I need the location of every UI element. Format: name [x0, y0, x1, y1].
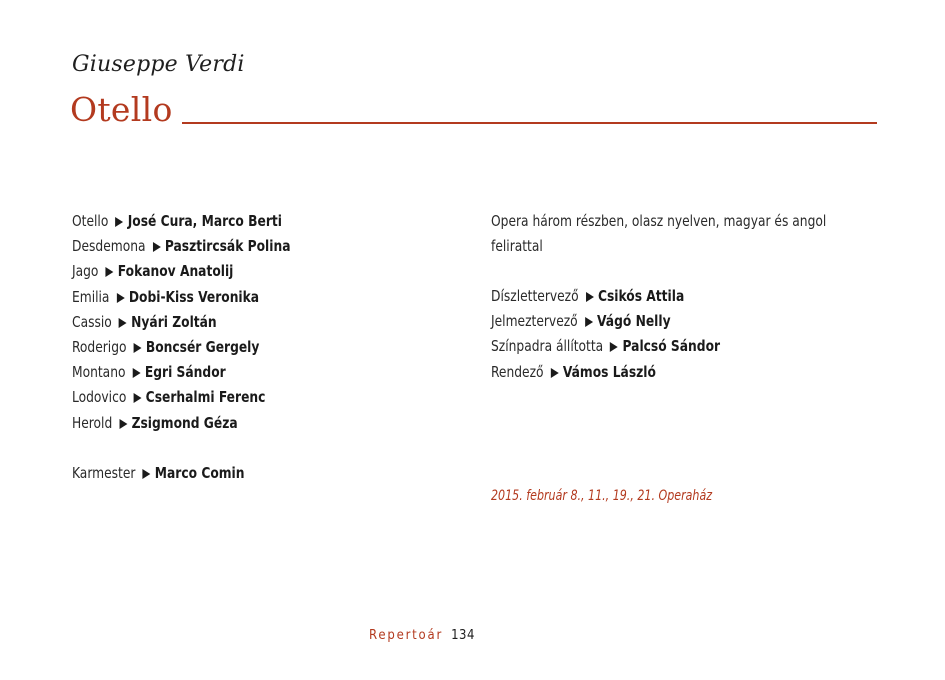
- cast-role: Herold: [72, 413, 113, 432]
- cast-row: [72, 234, 290, 259]
- triangle-right-icon: [115, 217, 123, 227]
- cast-row: [72, 285, 290, 310]
- triangle-right-icon: [134, 343, 142, 353]
- cast-performer: José Cura, Marco Berti: [127, 212, 282, 230]
- title-row: [70, 90, 877, 134]
- triangle-right-icon: [119, 419, 127, 429]
- description-line: [491, 234, 826, 259]
- crew-row: [491, 334, 720, 359]
- cast-row: [72, 411, 290, 436]
- cast-role: Montano: [72, 363, 126, 382]
- cast-performer: Egri Sándor: [144, 363, 226, 382]
- cast-performer: Nyári Zoltán: [131, 312, 217, 331]
- conductor-block: [72, 461, 268, 486]
- crew-role: Rendező: [491, 362, 544, 381]
- cast-row: [72, 259, 290, 284]
- cast-role: Cassio: [72, 312, 112, 331]
- description-line: [491, 209, 826, 234]
- description-text: felirattal: [491, 237, 543, 256]
- opera-title: Otello: [70, 90, 173, 129]
- conductor-role: Karmester: [72, 464, 136, 482]
- description-text: Opera három részben, olasz nyelven, magyar és angol: [491, 212, 827, 230]
- triangle-right-icon: [153, 242, 161, 252]
- cast-role: Lodovico: [72, 388, 127, 407]
- cast-row: [72, 360, 290, 385]
- conductor-name: Marco Comin: [154, 464, 245, 482]
- performance-dates: 2015. február 8., 11., 19., 21. Operaház: [491, 488, 713, 504]
- crew-role: Színpadra állította: [491, 337, 604, 356]
- cast-performer: Dobi-Kiss Veronika: [128, 287, 260, 306]
- cast-list: [72, 209, 320, 436]
- cast-performer: Cserhalmi Ferenc: [145, 388, 266, 407]
- crew-member: Vágó Nelly: [597, 312, 671, 331]
- triangle-right-icon: [133, 368, 141, 378]
- cast-row: [72, 310, 290, 335]
- page-footer: [369, 628, 475, 643]
- cast-performer: Fokanov Anatolij: [117, 262, 234, 281]
- cast-row: [72, 209, 290, 234]
- cast-performer: Pasztircsák Polina: [164, 237, 291, 256]
- opera-description: [491, 209, 872, 259]
- cast-role: Jago: [72, 262, 99, 281]
- crew-role: Díszlettervező: [491, 287, 579, 305]
- triangle-right-icon: [551, 368, 559, 378]
- cast-role: Desdemona: [72, 237, 146, 256]
- cast-role: Roderigo: [72, 337, 127, 356]
- cast-role: Emilia: [72, 287, 110, 306]
- triangle-right-icon: [105, 267, 113, 277]
- crew-row: [491, 284, 720, 309]
- triangle-right-icon: [585, 317, 593, 327]
- cast-role: Otello: [72, 212, 109, 230]
- crew-row: [491, 309, 720, 334]
- triangle-right-icon: [133, 393, 141, 403]
- crew-list: [491, 284, 751, 385]
- crew-member: Csikós Attila: [597, 287, 685, 305]
- triangle-right-icon: [142, 469, 150, 479]
- cast-performer: Boncsér Gergely: [145, 337, 260, 356]
- conductor-row: [72, 461, 244, 486]
- page-number: 134: [451, 628, 475, 643]
- cast-row: [72, 385, 290, 410]
- composer-name: Giuseppe Verdi: [72, 52, 245, 77]
- triangle-right-icon: [119, 318, 127, 328]
- triangle-right-icon: [610, 342, 618, 352]
- triangle-right-icon: [117, 293, 125, 303]
- cast-performer: Zsigmond Géza: [131, 413, 238, 432]
- crew-row: [491, 360, 720, 385]
- crew-member: Vámos László: [562, 362, 656, 381]
- crew-role: Jelmeztervező: [491, 312, 578, 331]
- title-underline: [182, 122, 877, 124]
- footer-section-label: Repertoár: [369, 628, 444, 643]
- crew-member: Palcsó Sándor: [622, 337, 721, 356]
- cast-row: [72, 335, 290, 360]
- triangle-right-icon: [586, 292, 594, 302]
